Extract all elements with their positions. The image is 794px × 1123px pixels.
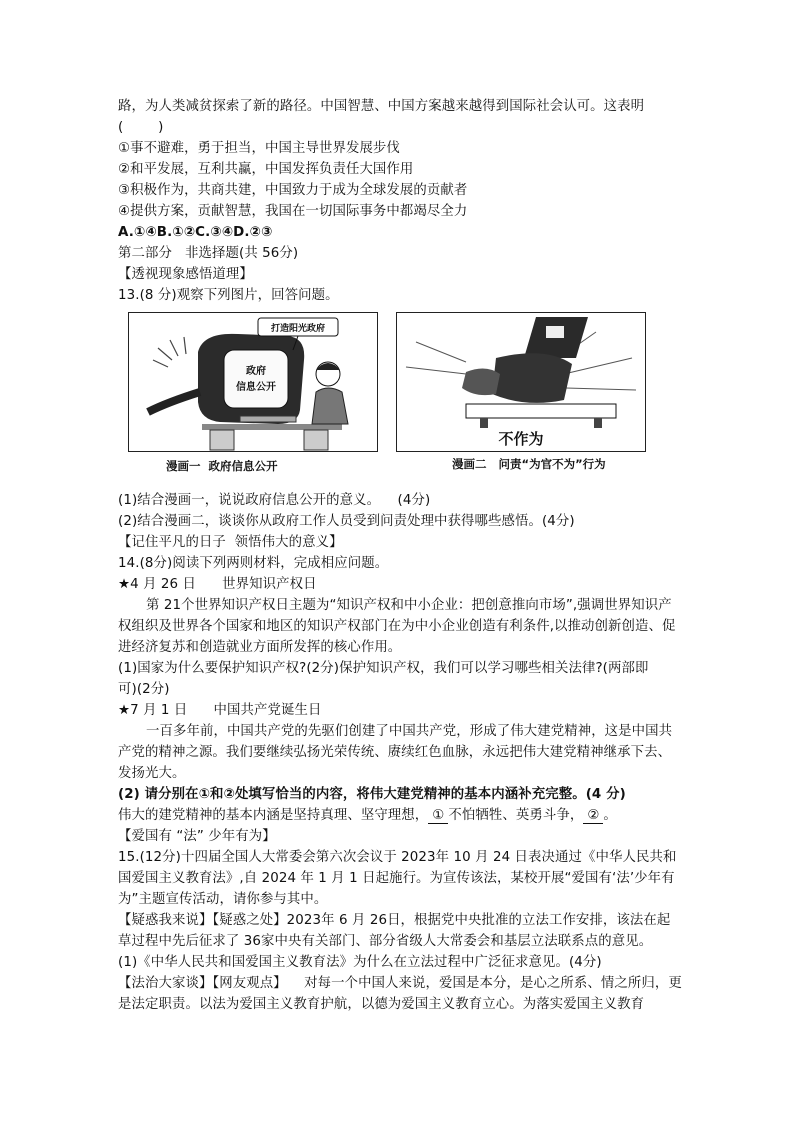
q14-fill-sentence xyxy=(118,805,683,826)
q12-option-2: ②和平发展，互利共赢，中国发挥负责任大国作用 xyxy=(118,162,414,177)
comic1-screen-line2: 信息公开 xyxy=(236,382,276,393)
comic2-caption: 漫画二 问责“为官不为”行为 xyxy=(452,457,606,471)
q14-material1-title: ★4 月 26 日 世界知识产权日 xyxy=(118,577,317,592)
q14-blank-1[interactable]: ① xyxy=(428,808,448,824)
q14-blank-2[interactable]: ② xyxy=(583,808,603,824)
q12-option-3: ③积极作为，共商共建，中国致力于成为全球发展的贡献者 xyxy=(118,183,468,198)
section-heading-2: 【记住平凡的日子 领悟伟大的意义】 xyxy=(118,535,343,550)
q12-stem-continued: 路，为人类减贫探索了新的路径。中国智慧、中国方案越来越得到国际社会认可。这表明 xyxy=(118,99,645,114)
q13-comics xyxy=(118,312,683,484)
q13-sub1: (1)结合漫画一，说说政府信息公开的意义。 (4分) xyxy=(118,493,431,508)
q14-fill-end: 。 xyxy=(603,808,617,823)
q14-fill-prefix: 伟大的建党精神的基本内涵是坚持真理、坚守理想， xyxy=(118,808,429,823)
q14-material2-text: 一百多年前，中国共产党的先驱们创建了中国共产党，形成了伟大建党精神，这是中国共产党的精神之源。我们要继续弘扬光荣传统、赓续红色血脉，永远把伟大建党精神继承下去、发扬光大。 xyxy=(118,724,673,781)
q12-choices: A.①④B.①②C.③④D.②③ xyxy=(118,225,273,240)
section-heading-3: 【爱国有 “法” 少年有为】 xyxy=(118,829,276,844)
comic1-caption: 漫画一 政府信息公开 xyxy=(166,459,278,473)
q12-option-1: ①事不避难，勇于担当，中国主导世界发展步伐 xyxy=(118,141,400,156)
q14-sub1-line2: 可)(2分) xyxy=(118,682,170,697)
q14-sub1-line1: (1)国家为什么要保护知识产权?(2分)保护知识产权，我们可以学习哪些相关法律?(两部即 xyxy=(118,661,649,676)
comic2-label: 不作为 xyxy=(498,430,544,448)
q15-para1: 【疑惑我来说】【疑惑之处】2023年 6 月 26日，根据党中央批准的立法工作安排，该法在起草过程中先后征求了 36家中央有关部门、部分省级人大常委会和基层立法联系点的意见。 xyxy=(118,913,671,949)
q15-para2: 【法治大家谈】【网友观点】 对每一个中国人来说，爱国是本分，是心之所系、情之所归，更是法定职责。以法为爱国主义教育护航，以德为爱国主义教育立心。为落实爱国主义教育 xyxy=(118,976,682,1012)
q13-sub2: (2)结合漫画二，谈谈你从政府工作人员受到问责处理中获得哪些感悟。(4分) xyxy=(118,514,575,529)
q15-sub1: (1)《中华人民共和国爱国主义教育法》为什么在立法过程中广泛征求意见。(4分) xyxy=(118,955,602,970)
q14-material1-text: 第 21个世界知识产权日主题为“知识产权和中小企业：把创意推向市场”,强调世界知识产权组织及世界各个国家和地区的知识产权部门在为中小企业创造有利条件,以推动创新创造、促进经济复苏和创造就业方面所发挥的核心作用。 xyxy=(118,598,676,655)
comic-government-info-open xyxy=(128,312,378,452)
q14-stem: 14.(8分)阅读下列两则材料，完成相应问题。 xyxy=(118,556,389,571)
comic1-screen-line1: 政府 xyxy=(246,366,266,377)
q12-option-4: ④提供方案，贡献智慧，我国在一切国际事务中都竭尽全力 xyxy=(118,204,468,219)
comic1-banner: 打造阳光政府 xyxy=(270,324,326,334)
q14-material2-title: ★7 月 1 日 中国共产党诞生日 xyxy=(118,703,322,718)
q15-stem: 15.(12分)十四届全国人大常委会第六次会议于 2023年 10 月 24 日表决通过《中华人民共和国爱国主义教育法》,自 2024 年 1 月 1 日起施行。为宣传该法，某校开展“爱国有‘法’少年有为”主题宣传活动，请你参与其中。 xyxy=(118,850,677,907)
q12-answer-paren: ( ) xyxy=(118,120,164,135)
section-heading-1: 【透视现象感悟道理】 xyxy=(118,267,253,282)
part-two-heading: 第二部分 非选择题(共 56分) xyxy=(118,246,299,261)
q13-stem: 13.(8 分)观察下列图片，回答问题。 xyxy=(118,288,339,303)
exam-page xyxy=(118,96,683,1015)
comic-accountability-inaction xyxy=(396,312,646,452)
q14-fill-middle: 不怕牺牲、英勇斗争， xyxy=(448,808,584,823)
q14-sub2: (2) 请分别在①和②处填写恰当的内容，将伟大建党精神的基本内涵补充完整。(4 分) xyxy=(118,787,626,802)
